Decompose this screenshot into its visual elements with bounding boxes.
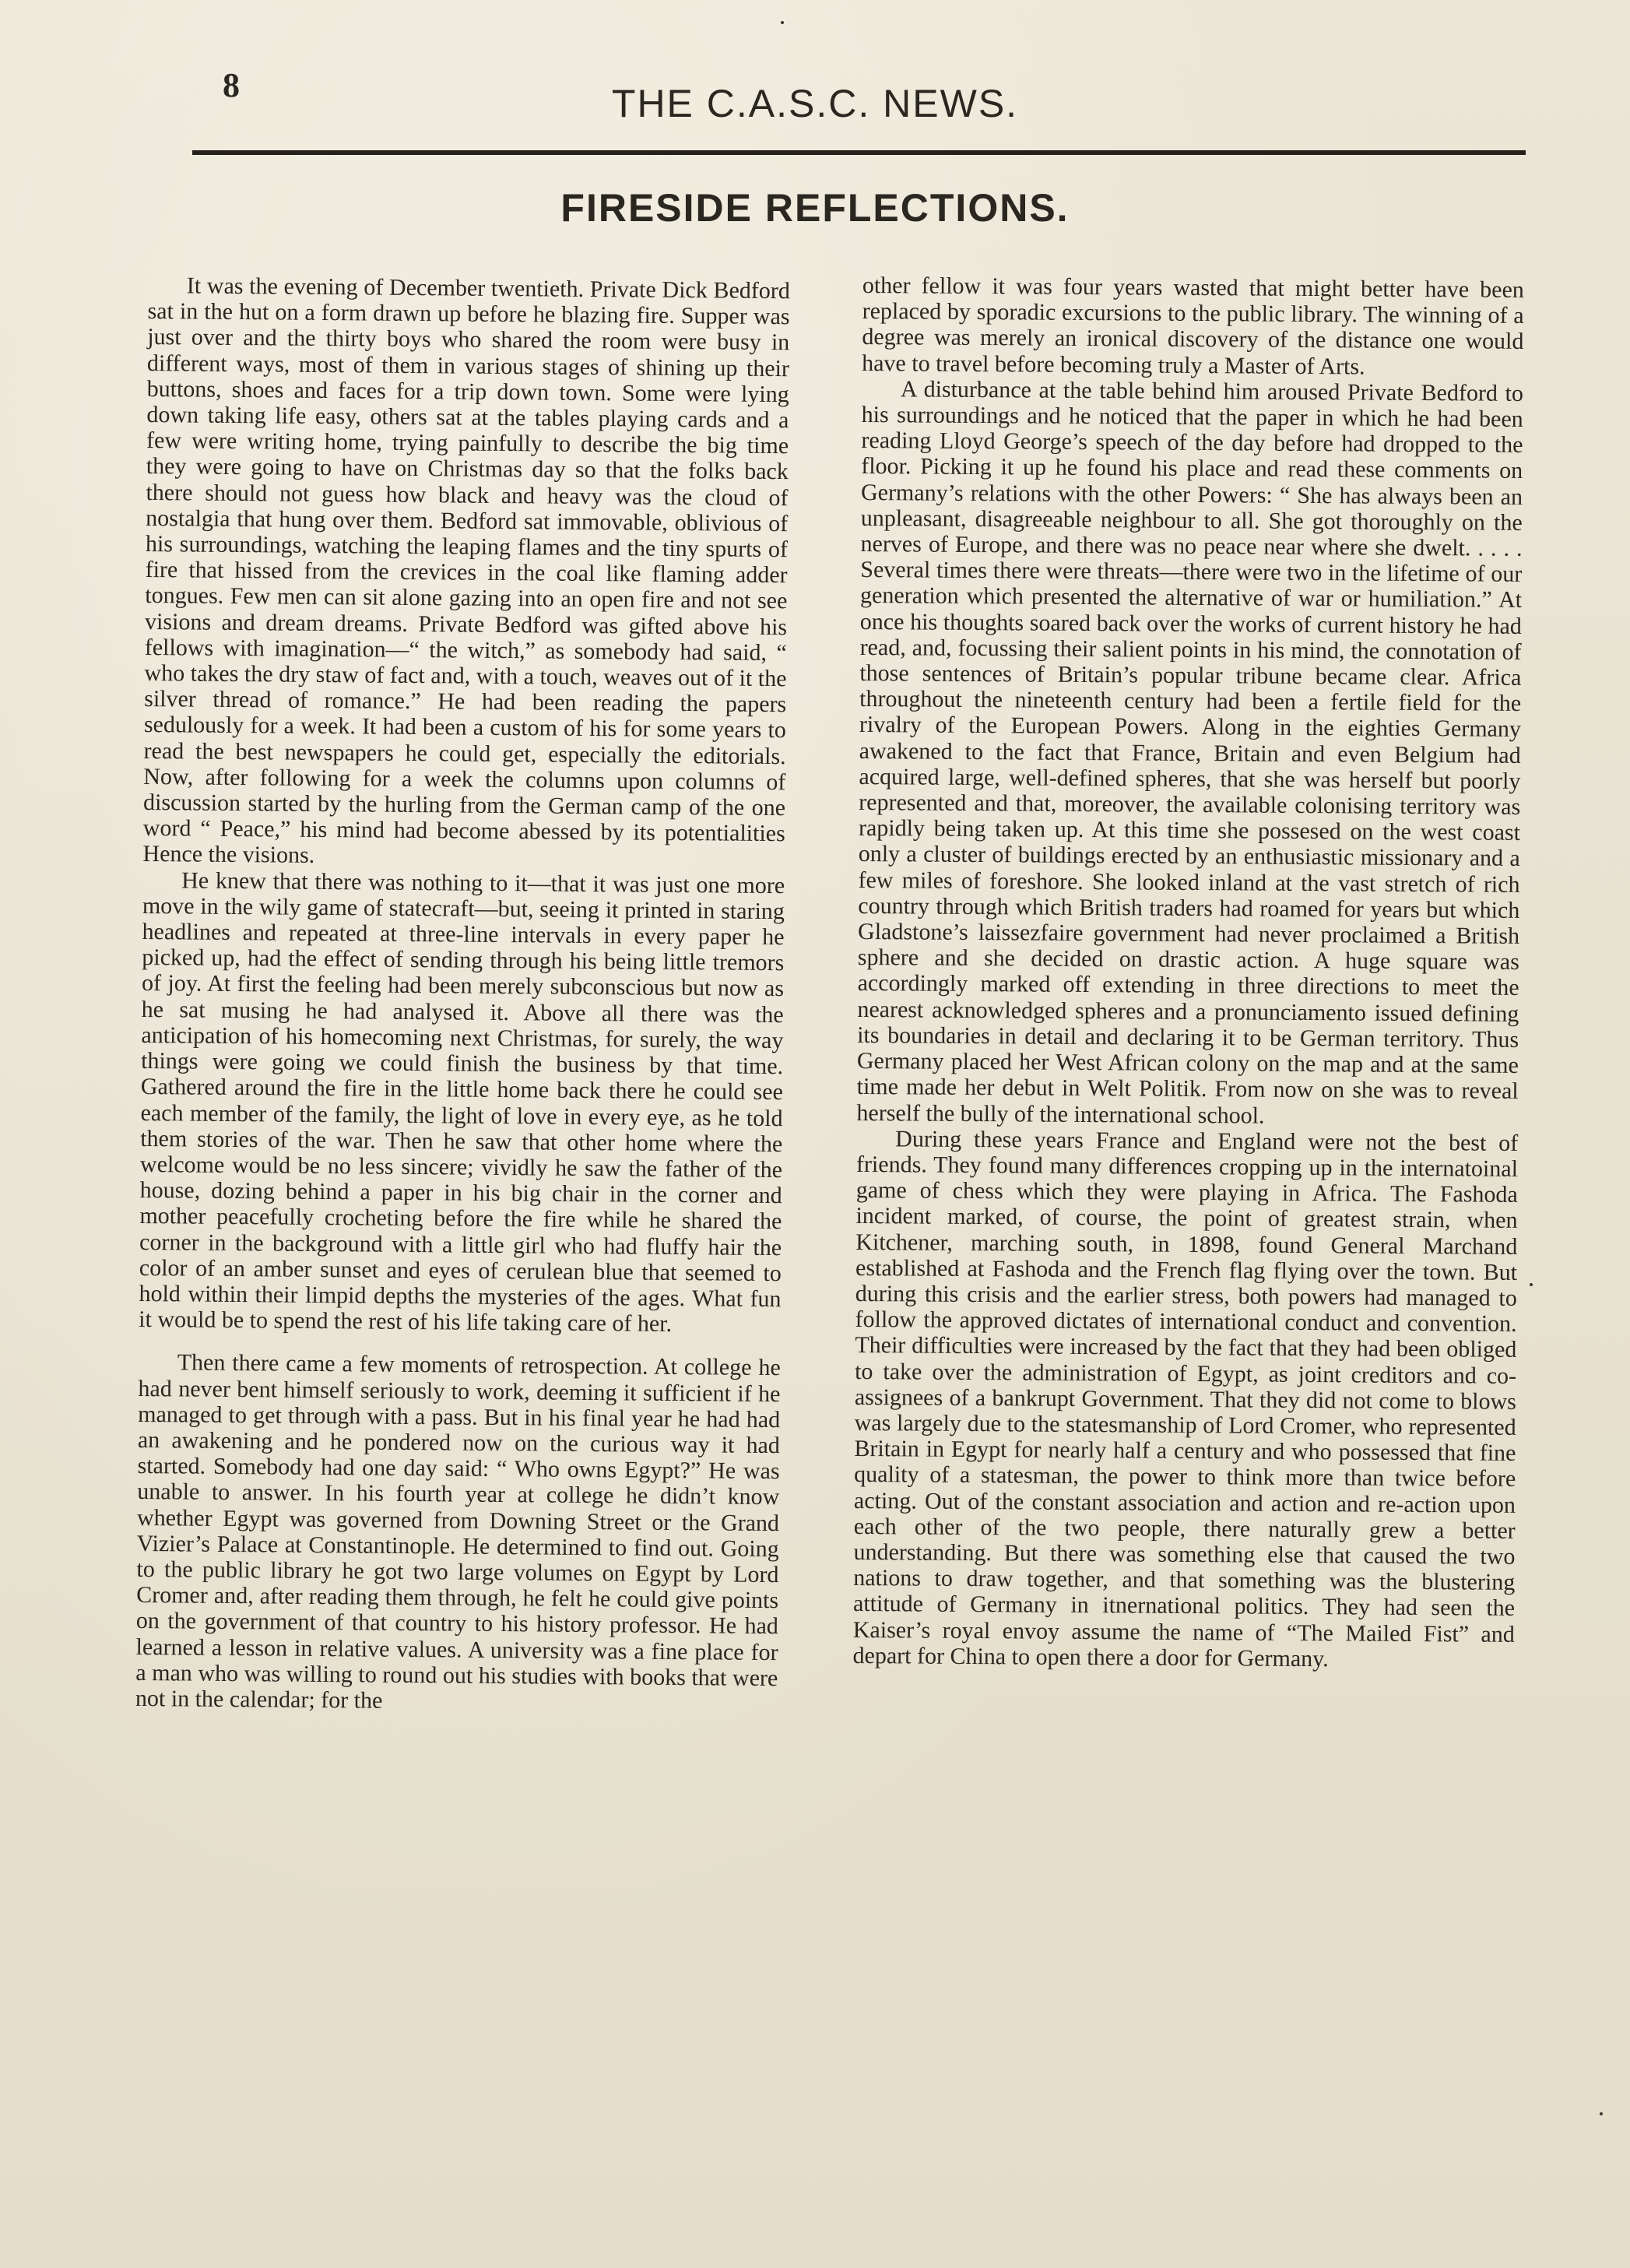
paper-speck bbox=[1530, 1283, 1533, 1286]
masthead: THE C.A.S.C. NEWS. bbox=[611, 82, 1019, 125]
paper-speck bbox=[781, 21, 784, 24]
paragraph: Then there came a few moments of retrospection. At college he had never bent himself seriously to work, deeming it sufficient if he managed to get through with a pass. But in his final year he had had an awakening and he pondered now on the curious way it had started. Somebody had one day said: “ Who owns Egypt?” He was unable to answer. In his fourth year at college he didn’t know whether Egypt was governed from Downing Street or the Grand Vizier’s Palace at Constantinople. He determined to find out. Going to the public library he got two large volumes on Egypt by Lord Cromer and, after reading them through, he felt he could give points on the government of that country to his history professor. He had learned a lesson in relative values. A university was a fine place for a man who was willing to round out his studies with books that were not in the calendar; for the bbox=[135, 1349, 781, 1714]
article-title: FIRESIDE REFLECTIONS. bbox=[560, 186, 1070, 230]
paragraph: A disturbance at the table behind him aroused Private Bedford to his surroundings and he noticed that the paper in which he had been reading Lloyd George’s speech of the day before had dropped to the floor. Picking it up he found his place and read these comments on Germany’s relations with the other Powers: “ She has always been an unpleasant, disagreeable neighbour to all. She got thoroughly on the nerves of Europe, and there was no peace near where she dwelt. . . . . Several times there were threats—there were two in the lifetime of our generation which presented the alternative of war or humiliation.” At once his thoughts soared back over the works of current history he had read, and, focussing their salient points in his mind, the connotation of those sentences of Britain’s popular tribune became clear. Africa throughout the nineteenth century had been a fertile field for the rivalry of the European Powers. Along in the eighties Germany awakened to the fact that France, Britain and even Belgium had acquired large, well-defined spheres, that she was herself but poorly represented and that, moreover, the available colonising territory was rapidly being taken up. At this time she possesed on the west coast only a cluster of buildings erected by an enthusiastic missionary and a few miles of foreshore. She looked inland at the vast stretch of rich country through which British traders had roamed for years but which Gladstone’s laissezfaire government had never proclaimed a British sphere and she decided on drastic action. A huge square was accordingly marked off extending in three directions to meet the nearest acknowledged spheres and a pronunciamento issued defining its boundaries in detail and declaring it to be German territory. Thus Germany placed her West African colony on the map and at the same time made her debut in Welt Politik. From now on she was to reveal herself the bully of the international school. bbox=[856, 376, 1524, 1129]
article-column-left bbox=[135, 273, 790, 1717]
paper-speck bbox=[1600, 2112, 1603, 2115]
paragraph: He knew that there was nothing to it—that it was just one more move in the wily game of statecraft—but, seeing it printed in staring headlines and repeated at three-line intervals in every paper he picked up, had the effect of sending through his being little tremors of joy. At first the feeling had been merely subconscious but now as he sat musing he had analysed it. Above all there was the anticipation of his homecoming next Christmas, for surely, the way things were going we could finish the business by that time. Gathered around the fire in the little home back there he could see each member of the family, the light of love in every eye, as he told them stories of the war. Then he saw that other home where the welcome would be no less sincere; vividly he saw the father of the house, dozing behind a paper in his big chair in the corner and mother peacefully crocheting before the fire while he shared the corner in the background with a little girl who had fluffy hair the color of an amber sunset and eyes of cerulean blue that seemed to hold within their limpid depths the mysteries of the ages. What fun it would be to spend the rest of his life taking care of her. bbox=[139, 867, 785, 1338]
article-column-right bbox=[852, 273, 1523, 1673]
page-number: 8 bbox=[223, 66, 240, 104]
paragraph: It was the evening of December twentieth. Private Dick Bedford sat in the hut on a form drawn up before he blazing fire. Supper was just over and the thirty boys who shared the room were busy in different ways, most of them in various stages of shining up their buttons, shoes and faces for a trip down town. Some were lying down taking life easy, others sat at the tables playing cards and a few were writing home, trying painfully to describe the big time they were going to have on Christmas day so that the folks back there should not guess how black and heavy was the cloud of nostalgia that hung over them. Bedford sat immovable, oblivious of his surroundings, watching the leaping flames and the tiny spurts of fire that hissed from the crevices in the coal like flaming adder tongues. Few men can sit alone gazing into an open fire and not see visions and dream dreams. Private Bedford was gifted above his fellows with imagination—“ the witch,” as somebody had said, “ who takes the dry staw of fact and, with a touch, weaves out of it the silver thread of romance.” He had been reading the papers sedulously for a week. It had been a custom of his for some years to read the best newspapers he could get, especially the editorials. Now, after following for a week the columns upon columns of discussion started by the hurling from the German camp of the one word “ Peace,” his mind had become abessed by its potentialities Hence the visions. bbox=[142, 273, 790, 869]
paragraph: During these years France and England were not the best of friends. They found many differences cropping up in the internatoinal game of chess which they were playing in Africa. The Fashoda incident marked, of course, the point of greatest strain, when Kitchener, marching south, in 1898, found General Marchand established at Fashoda and the French flag flying over the town. But during this crisis and the earlier stress, both powers had managed to follow the approved dictates of international conduct and convention. Their difficulties were increased by the fact that they had been obliged to take over the administration of Egypt, as joint creditors and co-assignees of a bankrupt Government. That they did not come to blows was largely due to the statesmanship of Lord Cromer, who represented Britain in Egypt for nearly half a century and who possessed that fine quality of a statesman, the power to think more than twice before acting. Out of the constant association and action and re-action upon each other of the two people, there naturally grew a better understanding. But there was something else that caused the two nations to draw together, and that something was the blustering attitude of Germany in itnernational politics. They had seen the Kaiser’s royal envoy assume the name of “The Mailed Fist” and depart for China to open there a door for Germany. bbox=[852, 1126, 1519, 1672]
paragraph: other fellow it was four years wasted that might better have been replaced by sporadic excursions to the public library. The winning of a degree was merely an ironical discovery of the distance one would have to travel before becoming truly a Master of Arts. bbox=[862, 273, 1524, 380]
header-rule bbox=[192, 150, 1526, 155]
